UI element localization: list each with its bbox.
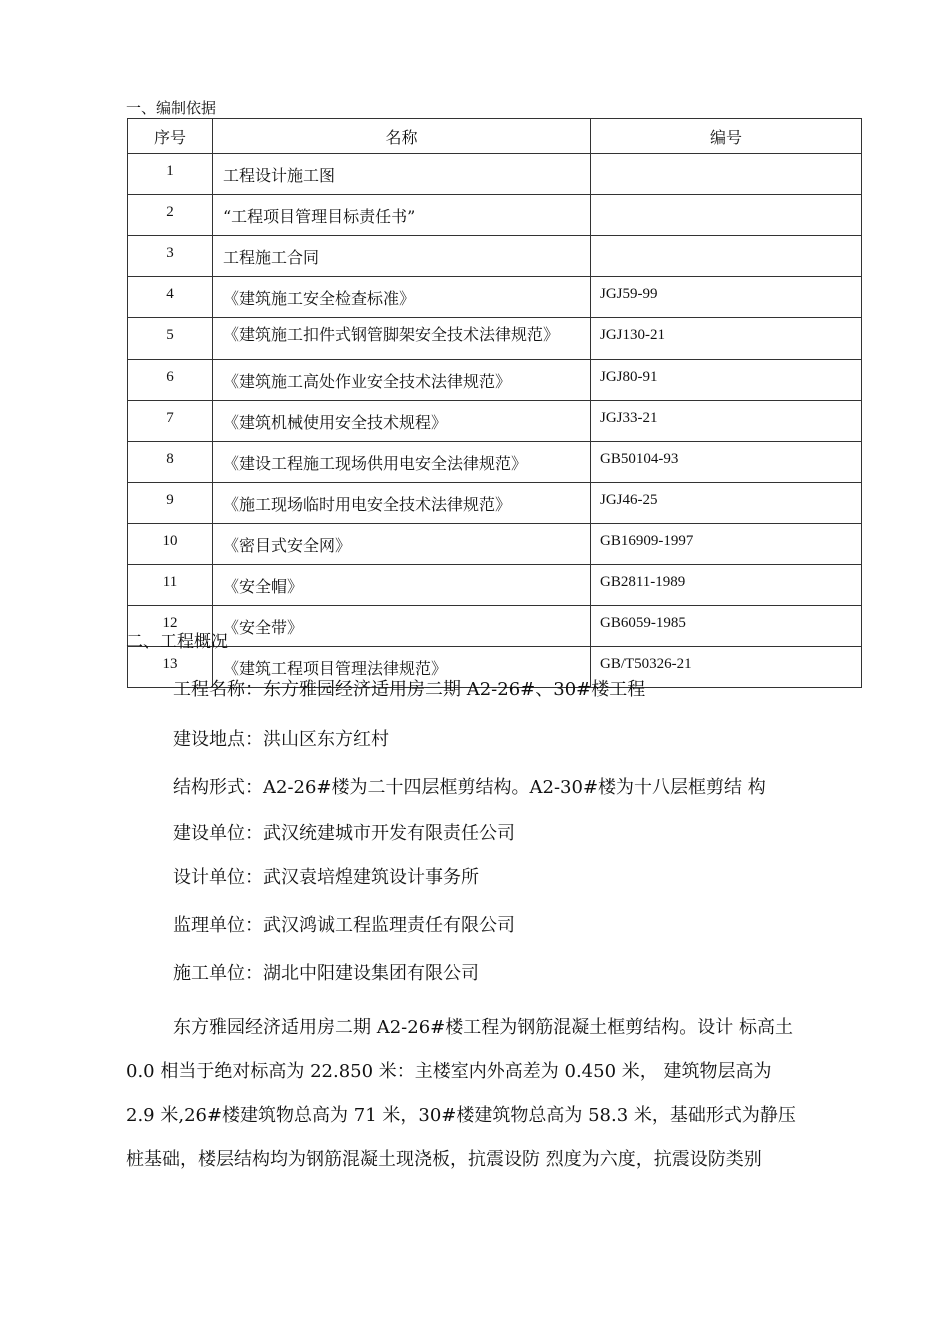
row-index: 7 [128, 401, 213, 442]
table-row [128, 195, 862, 236]
row-code: JGJ33-21 [591, 401, 862, 442]
row-code: GB/T50326-21 [591, 647, 862, 688]
section-title-overview: 二、工程概况 [126, 632, 228, 652]
header-code: 编号 [591, 119, 862, 154]
row-code: GB2811-1989 [591, 565, 862, 606]
row-name: 《建筑施工高处作业安全技术法律规范》 [213, 360, 591, 401]
structure-type-line: 结构形式：A2-26#楼为二十四层框剪结构。A2-30#楼为十八层框剪结 构 [173, 777, 766, 798]
header-name: 名称 [213, 119, 591, 154]
section-title-basis: 一、编制依据 [126, 99, 217, 117]
row-index: 9 [128, 483, 213, 524]
overview-paragraph-line: 桩基础，楼层结构均为钢筋混凝土现浇板，抗震设防 烈度为六度，抗震设防类别 [126, 1149, 762, 1170]
row-name: 《建筑施工扣件式钢管脚架安全技术法律规范》 [213, 318, 591, 360]
table-row [128, 236, 862, 277]
overview-paragraph-line: 2.9 米,26#楼建筑物总高为 71 米，30#楼建筑物总高为 58.3 米，基础形式为静压 [126, 1105, 796, 1126]
row-code [591, 236, 862, 277]
overview-paragraph-line: 0.0 相当于绝对标高为 22.850 米：主楼室内外高差为 0.450 米， 建筑物层高为 [126, 1061, 772, 1082]
supervisor-line: 监理单位：武汉鸿诚工程监理责任有限公司 [173, 915, 515, 936]
developer-line: 建设单位：武汉统建城市开发有限责任公司 [173, 823, 515, 844]
row-code: JGJ130-21 [591, 318, 862, 360]
row-index: 1 [128, 154, 213, 195]
row-name: 《施工现场临时用电安全技术法律规范》 [213, 483, 591, 524]
row-code [591, 195, 862, 236]
row-code: JGJ80-91 [591, 360, 862, 401]
overview-paragraph-line: 东方雅园经济适用房二期 A2-26#楼工程为钢筋混凝土框剪结构。设计 标高土 [173, 1017, 793, 1038]
table-row [128, 606, 862, 647]
table-row [128, 442, 862, 483]
row-name: 《安全带》 [213, 606, 591, 647]
table-row [128, 318, 862, 360]
table-row [128, 154, 862, 195]
row-index: 11 [128, 565, 213, 606]
row-name: 工程设计施工图 [213, 154, 591, 195]
row-index: 13 [128, 647, 213, 688]
row-name: 《建筑机械使用安全技术规程》 [213, 401, 591, 442]
basis-table [127, 118, 862, 688]
header-index: 序号 [128, 119, 213, 154]
row-name: 工程施工合同 [213, 236, 591, 277]
row-name: 《建筑工程项目管理法律规范》 [213, 647, 591, 688]
row-code: GB50104-93 [591, 442, 862, 483]
row-code: GB6059-1985 [591, 606, 862, 647]
row-name: 《密目式安全网》 [213, 524, 591, 565]
row-index: 5 [128, 318, 213, 360]
row-name: 《建筑施工安全检查标准》 [213, 277, 591, 318]
row-code [591, 154, 862, 195]
project-name-line: 工程名称：东方雅园经济适用房二期 A2-26#、30#楼工程 [173, 679, 646, 700]
row-code: GB16909-1997 [591, 524, 862, 565]
row-code: JGJ59-99 [591, 277, 862, 318]
table-row [128, 483, 862, 524]
table-row [128, 565, 862, 606]
row-index: 2 [128, 195, 213, 236]
table-row [128, 277, 862, 318]
construction-site-line: 建设地点：洪山区东方红村 [173, 729, 389, 750]
row-code: JGJ46-25 [591, 483, 862, 524]
row-name: “工程项目管理目标责任书” [213, 195, 591, 236]
contractor-line: 施工单位：湖北中阳建设集团有限公司 [173, 963, 479, 984]
row-index: 8 [128, 442, 213, 483]
designer-line: 设计单位：武汉袁培煌建筑设计事务所 [173, 867, 479, 888]
row-name: 《安全帽》 [213, 565, 591, 606]
row-name: 《建设工程施工现场供用电安全法律规范》 [213, 442, 591, 483]
row-index: 10 [128, 524, 213, 565]
row-index: 12 [128, 606, 213, 647]
table-row [128, 360, 862, 401]
row-index: 4 [128, 277, 213, 318]
table-row [128, 524, 862, 565]
table-row [128, 401, 862, 442]
row-index: 6 [128, 360, 213, 401]
row-index: 3 [128, 236, 213, 277]
table-header-row [128, 119, 862, 154]
